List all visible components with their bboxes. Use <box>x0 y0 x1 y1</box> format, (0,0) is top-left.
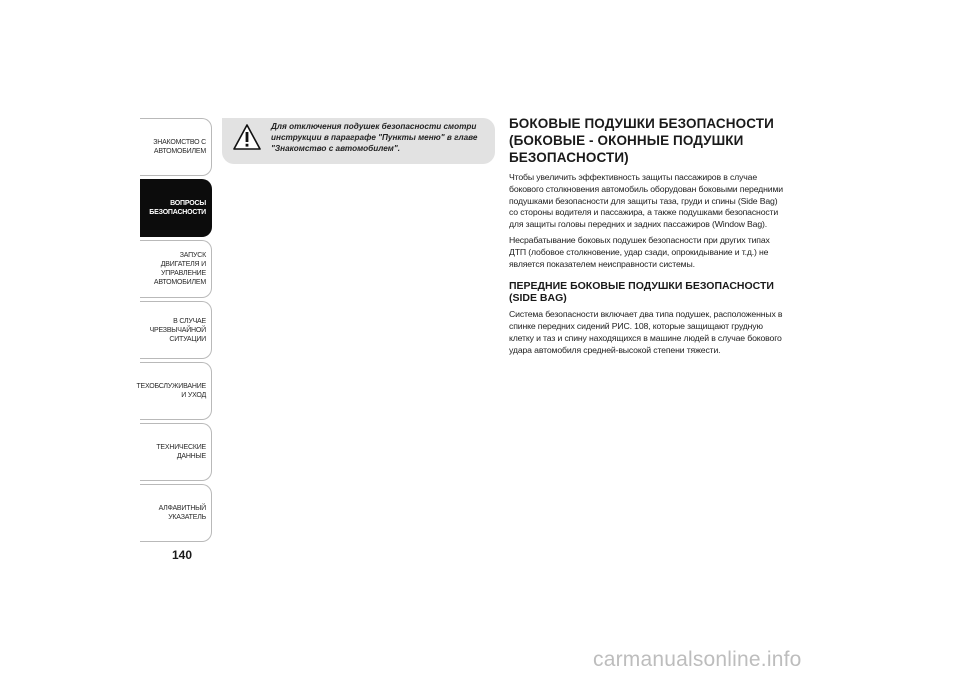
warning-triangle-icon <box>233 124 261 150</box>
section-title-front-side-bag: ПЕРЕДНИЕ БОКОВЫЕ ПОДУШКИ БЕЗОПАСНОСТИ (SIDE BAG) <box>509 280 774 305</box>
tab-starting-driving[interactable]: ЗАПУСК ДВИГАТЕЛЯ И УПРАВЛЕНИЕ АВТОМОБИЛЕМ <box>140 240 212 298</box>
warning-text: Для отключения подушек безопасности смотри инструкции в параграфе "Пункты меню" в главе "Знакомство с автомобилем". <box>271 122 478 153</box>
tab-maintenance[interactable]: ТЕХОБСЛУЖИВАНИЕ И УХОД <box>140 362 212 420</box>
tab-emergency[interactable]: В СЛУЧАЕ ЧРЕЗВЫЧАЙНОЙ СИТУАЦИИ <box>140 301 212 359</box>
main-column <box>509 115 784 361</box>
page-number: 140 <box>172 548 193 562</box>
paragraph: Система безопасности включает два типа подушек, расположенных в спинке передних сидений РИС. 108, которые защищают грудную клетку и таз и спину находящихся в машине людей в случае бокового удара автомобиля средней-высокой степени тяжести. <box>509 309 783 355</box>
watermark: carmanualsonline.info <box>593 648 802 671</box>
tab-index[interactable]: АЛФАВИТНЫЙ УКАЗАТЕЛЬ <box>140 484 212 542</box>
paragraph: Несрабатывание боковых подушек безопасности при других типах ДТП (лобовое столкновение, удар сзади, опрокидывание и т.д.) не является показателем неисправности системы. <box>509 234 770 269</box>
section-title-side-airbags: БОКОВЫЕ ПОДУШКИ БЕЗОПАСНОСТИ (БОКОВЫЕ - ОКОННЫЕ ПОДУШКИ БЕЗОПАСНОСТИ) <box>509 116 774 165</box>
paragraph: Чтобы увеличить эффективность защиты пассажиров в случае бокового столкновения автомобиль оборудован боковыми передними подушками безопасности для защиты таза, груди и спины (Side Bag) со стороны водителя и пассажира, а также подушками безопасности для защиты головы передних и задних пассажиров (Window Bag). <box>509 172 783 230</box>
tab-technical-data[interactable]: ТЕХНИЧЕСКИЕ ДАННЫЕ <box>140 423 212 481</box>
tab-getting-to-know[interactable]: ЗНАКОМСТВО С АВТОМОБИЛЕМ <box>140 118 212 176</box>
warning-box <box>222 118 495 164</box>
tab-safety[interactable]: ВОПРОСЫ БЕЗОПАСНОСТИ <box>140 179 212 237</box>
